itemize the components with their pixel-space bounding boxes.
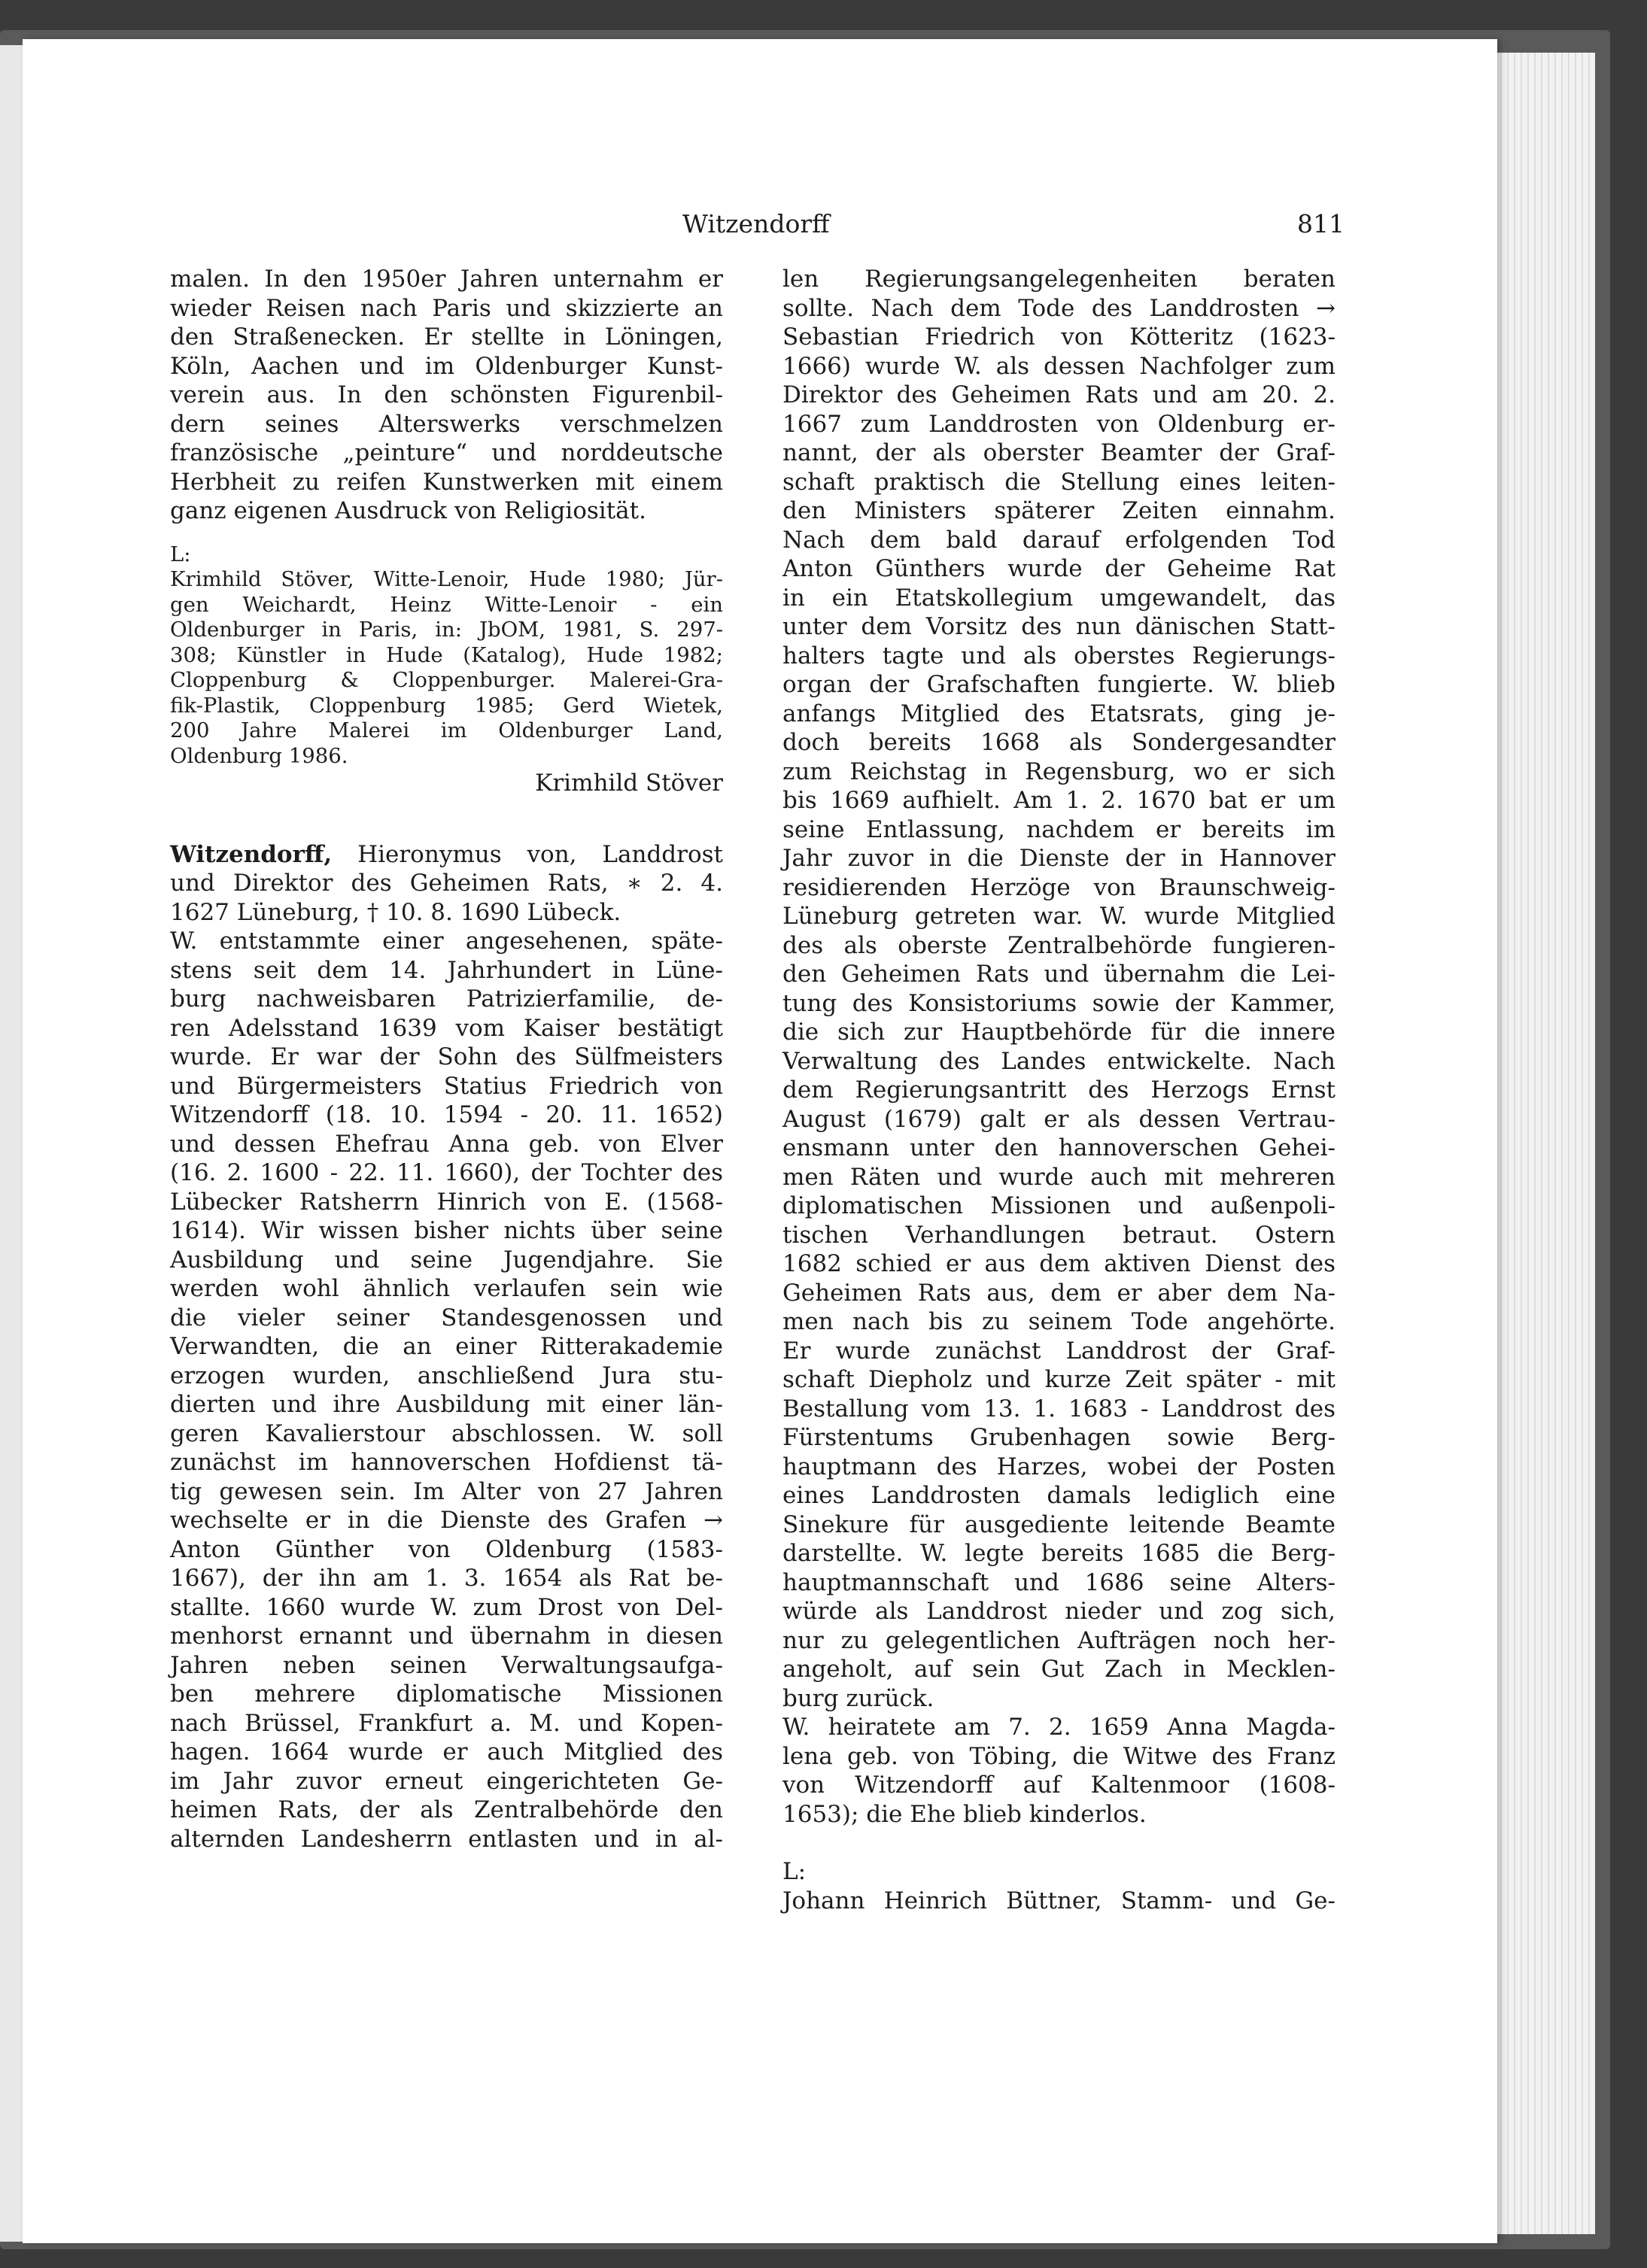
text-line: burg nachweisbaren Patrizierfamilie, de- [170, 985, 723, 1013]
right-column [782, 265, 1336, 1915]
text-line: dem Regierungsantritt des Herzogs Ernst [782, 1076, 1336, 1104]
text-line: in ein Etatskollegium umgewandelt, das [782, 584, 1336, 612]
bibliography [170, 542, 723, 770]
text-line: Sinekure für ausgediente leitende Beamte [782, 1510, 1336, 1538]
entry-first-line-rest: Hieronymus von, Landdrost [332, 840, 723, 868]
bibliography-line: fik-Plastik, Cloppenburg 1985; Gerd Wietek, [170, 693, 723, 718]
text-line: ren Adelsstand 1639 vom Kaiser bestätigt [170, 1014, 723, 1042]
running-head [23, 209, 1497, 254]
text-line: den Ministers späterer Zeiten einnahm. [782, 497, 1336, 524]
entry-article [170, 840, 723, 1854]
bibliography [782, 1857, 1336, 1915]
text-line: heimen Rats, der als Zentralbehörde den [170, 1796, 723, 1823]
text-line: die vieler seiner Standesgenossen und [170, 1304, 723, 1331]
text-line: lena geb. von Töbing, die Witwe des Franz [782, 1742, 1336, 1770]
text-line: menhorst ernannt und übernahm in diesen [170, 1623, 723, 1650]
bibliography-line: 200 Jahre Malerei im Oldenburger Land, [170, 718, 723, 742]
text-line: Bestallung vom 13. 1. 1683 - Landdrost des [782, 1395, 1336, 1422]
text-line: anfangs Mitglied des Etatsrats, ging je- [782, 700, 1336, 727]
running-head-title: Witzendorff [682, 209, 830, 238]
text-line: und dessen Ehefrau Anna geb. von Elver [170, 1130, 723, 1158]
text-line: Sebastian Friedrich von Kötteritz (1623- [782, 323, 1336, 351]
text-line: 1667 zum Landdrosten von Oldenburg er- [782, 410, 1336, 438]
text-line: doch bereits 1668 als Sondergesandter [782, 729, 1336, 756]
text-line: des als oberste Zentralbehörde fungieren- [782, 931, 1336, 959]
text-line: und Direktor des Geheimen Rats, ∗ 2. 4. [170, 870, 723, 897]
bibliography-line: Oldenburger in Paris, in: JbOM, 1981, S. 297- [170, 618, 723, 642]
text-line: Ausbildung und seine Jugendjahre. Sie [170, 1246, 723, 1274]
text-line: Geheimen Rats aus, dem er aber dem Na- [782, 1279, 1336, 1307]
text-line: 1666) wurde W. als dessen Nachfolger zum [782, 352, 1336, 380]
text-line: wieder Reisen nach Paris und skizzierte an [170, 294, 723, 322]
text-line: ben mehrere diplomatische Missionen [170, 1681, 723, 1708]
text-line: nur zu gelegentlichen Aufträgen noch her- [782, 1626, 1336, 1654]
text-line: Witzendorff (18. 10. 1594 - 20. 11. 1652) [170, 1101, 723, 1128]
page-number: 811 [1297, 209, 1345, 238]
text-line: dierten und ihre Ausbildung mit einer län- [170, 1391, 723, 1418]
bibliography-line: gen Weichardt, Heinz Witte-Lenoir - ein [170, 592, 723, 617]
text-line: tig gewesen sein. Im Alter von 27 Jahren [170, 1477, 723, 1505]
entry-lemma: Witzendorff, [170, 840, 333, 868]
text-line: im Jahr zuvor erneut eingerichteten Ge- [170, 1767, 723, 1795]
bibliography-heading: L: [170, 542, 191, 566]
text-line: men nach bis zu seinem Tode angehörte. [782, 1308, 1336, 1335]
text-line: Lüneburg getreten war. W. wurde Mitglied [782, 903, 1336, 930]
text-line: men Räten und wurde auch mit mehreren [782, 1163, 1336, 1191]
text-line: erzogen wurden, anschließend Jura stu- [170, 1362, 723, 1389]
text-line: alternden Landesherrn entlasten und in al- [170, 1825, 723, 1853]
left-column [170, 265, 723, 1854]
text-line: den Straßenecken. Er stellte in Löningen, [170, 323, 723, 351]
text-line: stens seit dem 14. Jahrhundert in Lüne- [170, 956, 723, 984]
text-line: seine Entlassung, nachdem er bereits im [782, 815, 1336, 843]
text-line: August (1679) galt er als dessen Vertrau- [782, 1105, 1336, 1133]
text-line: schaft Diepholz und kurze Zeit später - mit [782, 1366, 1336, 1393]
text-line: diplomatischen Missionen und außenpoli- [782, 1192, 1336, 1219]
text-line: ganz eigenen Ausdruck von Religiosität. [170, 497, 646, 524]
text-line: 1627 Lüneburg, † 10. 8. 1690 Lübeck. [170, 898, 621, 926]
text-line: len Regierungsangelegenheiten beraten [782, 266, 1336, 293]
text-line: 1667), der ihn am 1. 3. 1654 als Rat be- [170, 1565, 723, 1592]
text-line: Köln, Aachen und im Oldenburger Kunst- [170, 352, 723, 380]
text-line: ensmann unter den hannoverschen Gehei- [782, 1134, 1336, 1161]
text-line: eines Landdrosten damals lediglich eine [782, 1482, 1336, 1509]
text-line: Nach dem bald darauf erfolgenden Tod [782, 526, 1336, 554]
text-line: verein aus. In den schönsten Figurenbil- [170, 381, 723, 408]
text-line: Herbheit zu reifen Kunstwerken mit einem [170, 468, 723, 496]
text-line: die sich zur Hauptbehörde für die innere [782, 1019, 1336, 1046]
article-author: Krimhild Stöver [535, 770, 723, 797]
previous-page-edge [0, 45, 24, 2242]
text-line: darstellte. W. legte bereits 1685 die Berg- [782, 1540, 1336, 1567]
text-line: halters tagte und als oberstes Regierungs- [782, 642, 1336, 669]
text-line: 1653); die Ehe blieb kinderlos. [782, 1800, 1147, 1828]
text-line: Verwandten, die an einer Ritterakademie [170, 1333, 723, 1360]
text-line: französische „peinture“ und norddeutsche [170, 439, 723, 466]
text-line: Verwaltung des Landes entwickelte. Nach [782, 1047, 1336, 1075]
intro-paragraph [170, 265, 723, 526]
entry-continuation [782, 265, 1336, 1829]
text-line: hauptmann des Harzes, wobei der Posten [782, 1453, 1336, 1480]
text-line: unter dem Vorsitz des nun dänischen Statt- [782, 613, 1336, 640]
text-line: hagen. 1664 wurde er auch Mitglied des [170, 1738, 723, 1766]
bibliography-line: Oldenburg 1986. [170, 743, 348, 768]
text-line: geren Kavalierstour abschlossen. W. soll [170, 1419, 723, 1447]
text-line: W. heiratete am 7. 2. 1659 Anna Magda- [782, 1714, 1336, 1741]
text-line: Fürstentums Grubenhagen sowie Berg- [782, 1424, 1336, 1451]
text-line: Lübecker Ratsherrn Hinrich von E. (1568- [170, 1188, 723, 1216]
bibliography-line: Johann Heinrich Büttner, Stamm- und Ge- [782, 1887, 1336, 1914]
text-line: 1682 schied er aus dem aktiven Dienst des [782, 1250, 1336, 1277]
text-line: organ der Grafschaften fungierte. W. blieb [782, 671, 1336, 698]
text-line: zunächst im hannoverschen Hofdienst tä- [170, 1449, 723, 1476]
text-line: burg zurück. [782, 1684, 934, 1712]
text-line: W. entstammte einer angesehenen, späte- [170, 928, 723, 955]
text-line: zum Reichstag in Regensburg, wo er sich [782, 758, 1336, 785]
text-line: Anton Günthers wurde der Geheime Rat [782, 555, 1336, 582]
text-line: Direktor des Geheimen Rats und am 20. 2. [782, 381, 1336, 408]
text-line: (16. 2. 1600 - 22. 11. 1660), der Tochter des [170, 1159, 723, 1186]
text-line: stallte. 1660 wurde W. zum Drost von Del- [170, 1593, 723, 1621]
text-line: bis 1669 aufhielt. Am 1. 2. 1670 bat er um [782, 787, 1336, 814]
bibliography-heading: L: [782, 1858, 807, 1885]
text-line: wechselte er in die Dienste des Grafen → [170, 1507, 723, 1534]
text-line: den Geheimen Rats und übernahm die Lei- [782, 961, 1336, 988]
bibliography-line: Cloppenburg & Cloppenburger. Malerei-Gra- [170, 668, 723, 692]
text-line: 1614). Wir wissen bisher nichts über seine [170, 1217, 723, 1244]
text-line: residierenden Herzöge von Braunschweig- [782, 873, 1336, 901]
text-line: von Witzendorff auf Kaltenmoor (1608- [782, 1772, 1336, 1799]
text-line: Jahren neben seinen Verwaltungsaufga- [170, 1651, 723, 1679]
text-line: schaft praktisch die Stellung eines leiten- [782, 468, 1336, 496]
text-line: werden wohl ähnlich verlaufen sein wie [170, 1275, 723, 1302]
text-line: Er wurde zunächst Landdrost der Graf- [782, 1337, 1336, 1365]
text-line: nach Brüssel, Frankfurt a. M. und Kopen- [170, 1709, 723, 1737]
text-line: nannt, der als oberster Beamter der Graf- [782, 439, 1336, 466]
text-line: hauptmannschaft und 1686 seine Alters- [782, 1568, 1336, 1596]
text-line: tung des Konsistoriums sowie der Kammer, [782, 989, 1336, 1017]
bibliography-line: 308; Künstler in Hude (Katalog), Hude 1982; [170, 642, 723, 667]
entry-first-line [170, 840, 723, 870]
text-line: und Bürgermeisters Statius Friedrich von [170, 1072, 723, 1100]
text-line: Anton Günther von Oldenburg (1583- [170, 1535, 723, 1563]
text-line: sollte. Nach dem Tode des Landdrosten → [782, 294, 1336, 322]
text-line: malen. In den 1950er Jahren unternahm er [170, 266, 723, 293]
book-page [23, 39, 1497, 2243]
text-line: tischen Verhandlungen betraut. Ostern [782, 1221, 1336, 1249]
text-line: angeholt, auf sein Gut Zach in Mecklen- [782, 1656, 1336, 1683]
text-line: wurde. Er war der Sohn des Sülfmeisters [170, 1043, 723, 1070]
text-line: Jahr zuvor in die Dienste der in Hannover [782, 845, 1336, 872]
text-line: würde als Landdrost nieder und zog sich, [782, 1598, 1336, 1625]
text-line: dern seines Alterswerks verschmelzen [170, 410, 723, 438]
bibliography-line: Krimhild Stöver, Witte-Lenoir, Hude 1980; Jür- [170, 567, 723, 591]
